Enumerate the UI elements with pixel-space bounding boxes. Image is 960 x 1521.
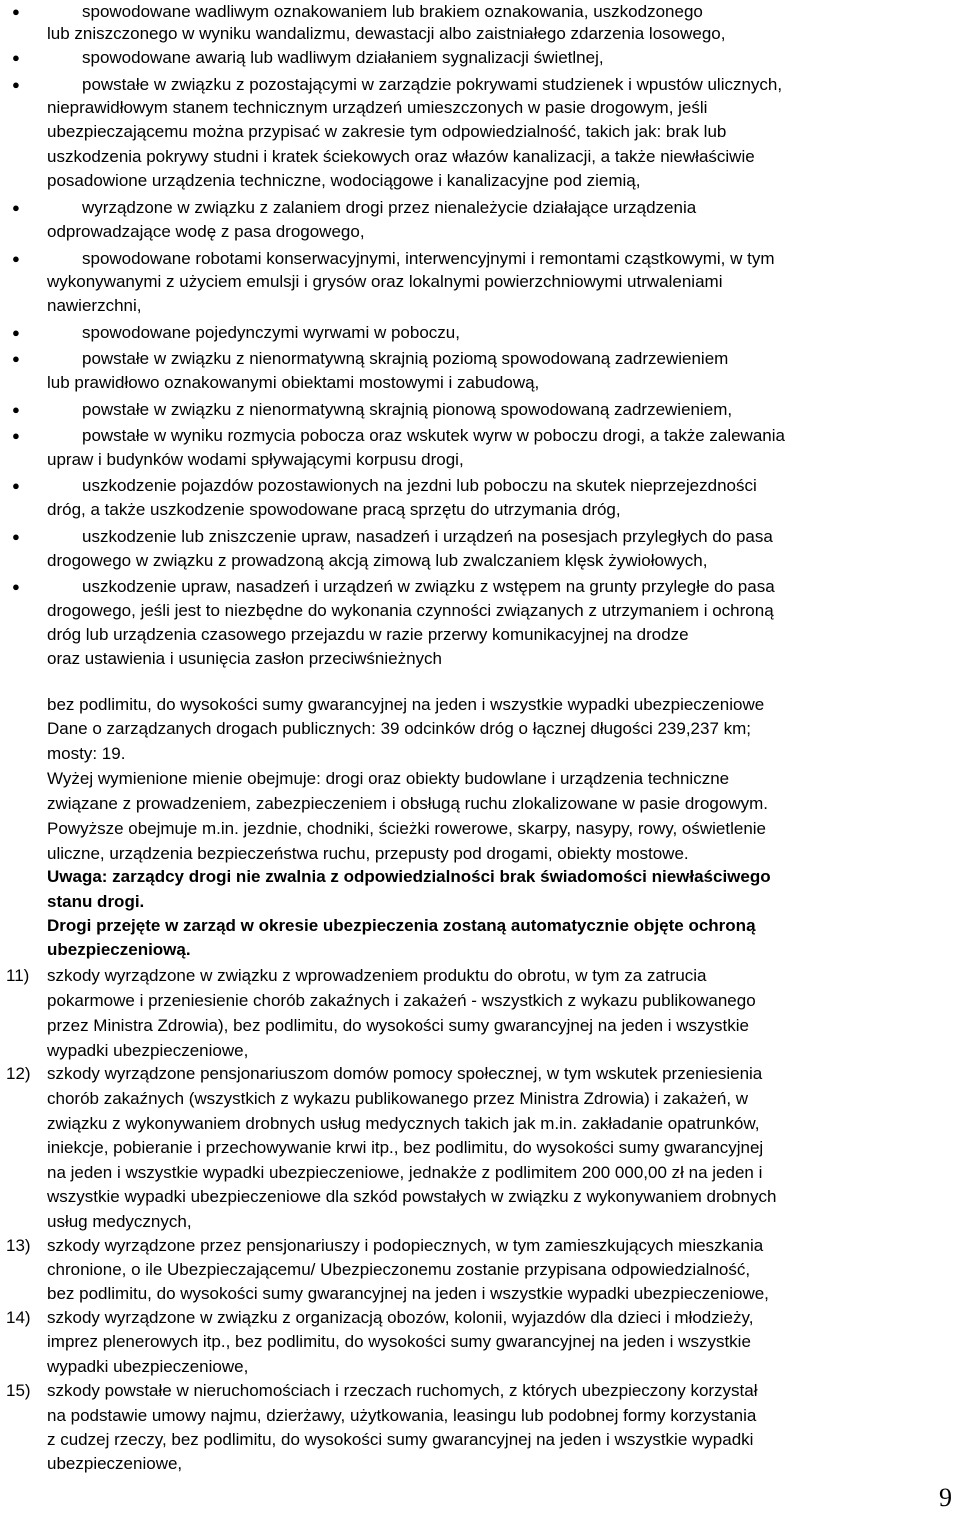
text-line: spowodowane pojedynczymi wyrwami w poboczu, <box>82 323 460 342</box>
text-line: uliczne, urządzenia bezpieczeństwa ruchu, przepusty pod drogami, obiekty mostowe. <box>47 844 689 863</box>
text-line: Wyżej wymienione mienie obejmuje: drogi oraz obiekty budowlane i urządzenia techniczne <box>47 769 730 788</box>
text-line: wypadki ubezpieczeniowe, <box>47 1357 249 1376</box>
text-line: powstałe w związku z pozostającymi w zarządzie pokrywami studzienek i wpustów ulicznych, <box>82 75 783 94</box>
bullet-marker: ● <box>12 529 20 544</box>
text-line: pokarmowe i przeniesienie chorób zakaźnych i zakażeń - wszystkich z wykazu publikowanego <box>47 991 756 1010</box>
text-line: ubezpieczającemu można przypisać w zakresie tym odpowiedzialność, takich jak: brak lub <box>47 122 727 141</box>
text-line: posadowione urządzenia techniczne, wodociągowe i kanalizacyjne pod ziemią, <box>47 171 641 190</box>
text-line: iniekcje, pobieranie i przechowywanie krwi itp., bez podlimitu, do wysokości sumy gwarancyjnej <box>47 1138 764 1157</box>
text-line: z cudzej rzeczy, bez podlimitu, do wysokości sumy gwarancyjnej na jeden i wszystkie wypadki <box>47 1430 754 1449</box>
page-number: 9 <box>939 1483 952 1512</box>
bullet-marker: ● <box>12 478 20 493</box>
text-line: wyrządzone w związku z zalaniem drogi przez nienależycie działające urządzenia <box>82 198 697 217</box>
text-line: wypadki ubezpieczeniowe, <box>47 1041 249 1060</box>
text-line: spowodowane wadliwym oznakowaniem lub brakiem oznakowania, uszkodzonego <box>82 2 703 21</box>
text-line: spowodowane awarią lub wadliwym działaniem sygnalizacji świetlnej, <box>82 48 604 67</box>
item-number: 13) <box>6 1236 31 1255</box>
text-line: spowodowane robotami konserwacyjnymi, interwencyjnymi i remontami cząstkowymi, w tym <box>82 249 775 268</box>
text-line: szkody wyrządzone przez pensjonariuszy i podopiecznych, w tym zamieszkujących mieszkania <box>47 1236 764 1255</box>
bullet-marker: ● <box>12 200 20 215</box>
text-line: chronione, o ile Ubezpieczającemu/ Ubezpieczonemu zostanie przypisana odpowiedzialność, <box>47 1260 751 1279</box>
text-line: drogowego, jeśli jest to niezbędne do wykonania czynności związanych z utrzymaniem i ochroną <box>47 601 774 620</box>
text-line: powstałe w związku z nienormatywną skrajnią pionową spowodowaną zadrzewieniem, <box>82 400 733 419</box>
text-line: dróg, a także uszkodzenie spowodowane pracą sprzętu do utrzymania dróg, <box>47 500 621 519</box>
text-line: wszystkie wypadki ubezpieczeniowe dla szkód powstałych w związku z wykonywaniem drobnych <box>47 1187 777 1206</box>
text-line: szkody wyrządzone w związku z organizacją obozów, kolonii, wyjazdów dla dzieci i młodzieży, <box>47 1308 754 1327</box>
text-line: powstałe w wyniku rozmycia pobocza oraz wskutek wyrw w poboczu drogi, a także zalewania <box>82 426 785 445</box>
text-line: szkody powstałe w nieruchomościach i rzeczach ruchomych, z których ubezpieczony korzystał <box>47 1381 758 1400</box>
notice-text: Drogi przejęte w zarząd w okresie ubezpieczenia zostaną automatycznie objęte ochroną <box>47 916 756 935</box>
text-line: uszkodzenie pojazdów pozostawionych na jezdni lub poboczu na skutek nieprzejezdności <box>82 476 757 495</box>
bullet-marker: ● <box>12 251 20 266</box>
bullet-marker: ● <box>12 4 20 19</box>
text-line: na podstawie umowy najmu, dzierżawy, użytkowania, leasingu lub podobnej formy korzystania <box>47 1406 757 1425</box>
text-line: Dane o zarządzanych drogach publicznych: 39 odcinków dróg o łącznej długości 239,237 km; <box>47 719 752 738</box>
bullet-marker: ● <box>12 428 20 443</box>
text-line: bez podlimitu, do wysokości sumy gwarancyjnej na jeden i wszystkie wypadki ubezpieczeniowe <box>47 695 765 714</box>
text-line: związane z prowadzeniem, zabezpieczeniem i obsługą ruchu zlokalizowane w pasie drogowym. <box>47 794 768 813</box>
text-line: bez podlimitu, do wysokości sumy gwarancyjnej na jeden i wszystkie wypadki ubezpieczeniowe, <box>47 1284 769 1303</box>
text-line: Powyższe obejmuje m.in. jezdnie, chodniki, ścieżki rowerowe, skarpy, nasypy, rowy, oświetlenie <box>47 819 767 838</box>
bullet-marker: ● <box>12 325 20 340</box>
text-line: drogowego w związku z prowadzoną akcją zimową lub zwalczaniem klęsk żywiołowych, <box>47 551 708 570</box>
text-line: dróg lub urządzenia czasowego przejazdu w razie przerwy komunikacyjnej na drodze <box>47 625 689 644</box>
item-number: 14) <box>6 1308 31 1327</box>
text-line: imprez plenerowych itp., bez podlimitu, do wysokości sumy gwarancyjnej na jeden i wszystkie <box>47 1332 751 1351</box>
text-line: upraw i budynków wodami spływającymi korpusu drogi, <box>47 450 464 469</box>
bullet-marker: ● <box>12 50 20 65</box>
text-line: lub zniszczonego w wyniku wandalizmu, dewastacji albo zaistniałego zdarzenia losowego, <box>47 24 726 43</box>
bullet-marker: ● <box>12 77 20 92</box>
text-line: szkody wyrządzone w związku z wprowadzeniem produktu do obrotu, w tym za zatrucia <box>47 966 707 985</box>
notice-text: ubezpieczeniową. <box>47 940 191 959</box>
text-line: szkody wyrządzone pensjonariuszom domów pomocy społecznej, w tym wskutek przeniesienia <box>47 1064 763 1083</box>
text-line: uszkodzenia pokrywy studni i kratek ściekowych oraz włazów kanalizacji, a także niewłaściwie <box>47 147 755 166</box>
text-line: związku z wykonywaniem drobnych usług medycznych takich jak m.in. zakładanie opatrunków, <box>47 1114 760 1133</box>
text-line: powstałe w związku z nienormatywną skrajnią poziomą spowodowaną zadrzewieniem <box>82 349 729 368</box>
text-line: lub prawidłowo oznakowanymi obiektami mostowymi i zabudową, <box>47 373 540 392</box>
text-line: chorób zakaźnych (wszystkich z wykazu publikowanego przez Ministra Zdrowia) i zakażeń, w <box>47 1089 749 1108</box>
bullet-marker: ● <box>12 579 20 594</box>
item-number: 12) <box>6 1064 31 1083</box>
text-line: wykonywanymi z użyciem emulsji i grysów oraz lokalnymi powierzchniowymi utrwaleniami <box>47 272 723 291</box>
warning-text: Uwaga: zarządcy drogi nie zwalnia z odpowiedzialności brak świadomości niewłaściwego <box>47 867 771 886</box>
text-line: przez Ministra Zdrowia), bez podlimitu, do wysokości sumy gwarancyjnej na jeden i wszystkie <box>47 1016 749 1035</box>
text-line: uszkodzenie lub zniszczenie upraw, nasadzeń i urządzeń na posesjach przyległych do pasa <box>82 527 773 546</box>
text-line: odprowadzające wodę z pasa drogowego, <box>47 222 365 241</box>
bullet-marker: ● <box>12 402 20 417</box>
bullet-marker: ● <box>12 351 20 366</box>
text-line: na jeden i wszystkie wypadki ubezpieczeniowe, jednakże z podlimitem 200 000,00 zł na jeden i <box>47 1163 763 1182</box>
text-line: nawierzchni, <box>47 296 142 315</box>
item-number: 15) <box>6 1381 31 1400</box>
text-line: mosty: 19. <box>47 744 126 763</box>
text-line: oraz ustawienia i usunięcia zasłon przeciwśnieżnych <box>47 649 442 668</box>
text-line: nieprawidłowym stanem technicznym urządzeń umieszczonych w pasie drogowym, jeśli <box>47 98 708 117</box>
item-number: 11) <box>6 966 30 985</box>
warning-text: stanu drogi. <box>47 892 145 911</box>
text-line: ubezpieczeniowe, <box>47 1454 183 1473</box>
text-line: usług medycznych, <box>47 1212 192 1231</box>
text-line: uszkodzenie upraw, nasadzeń i urządzeń w związku z wstępem na grunty przyległe do pasa <box>82 577 775 596</box>
